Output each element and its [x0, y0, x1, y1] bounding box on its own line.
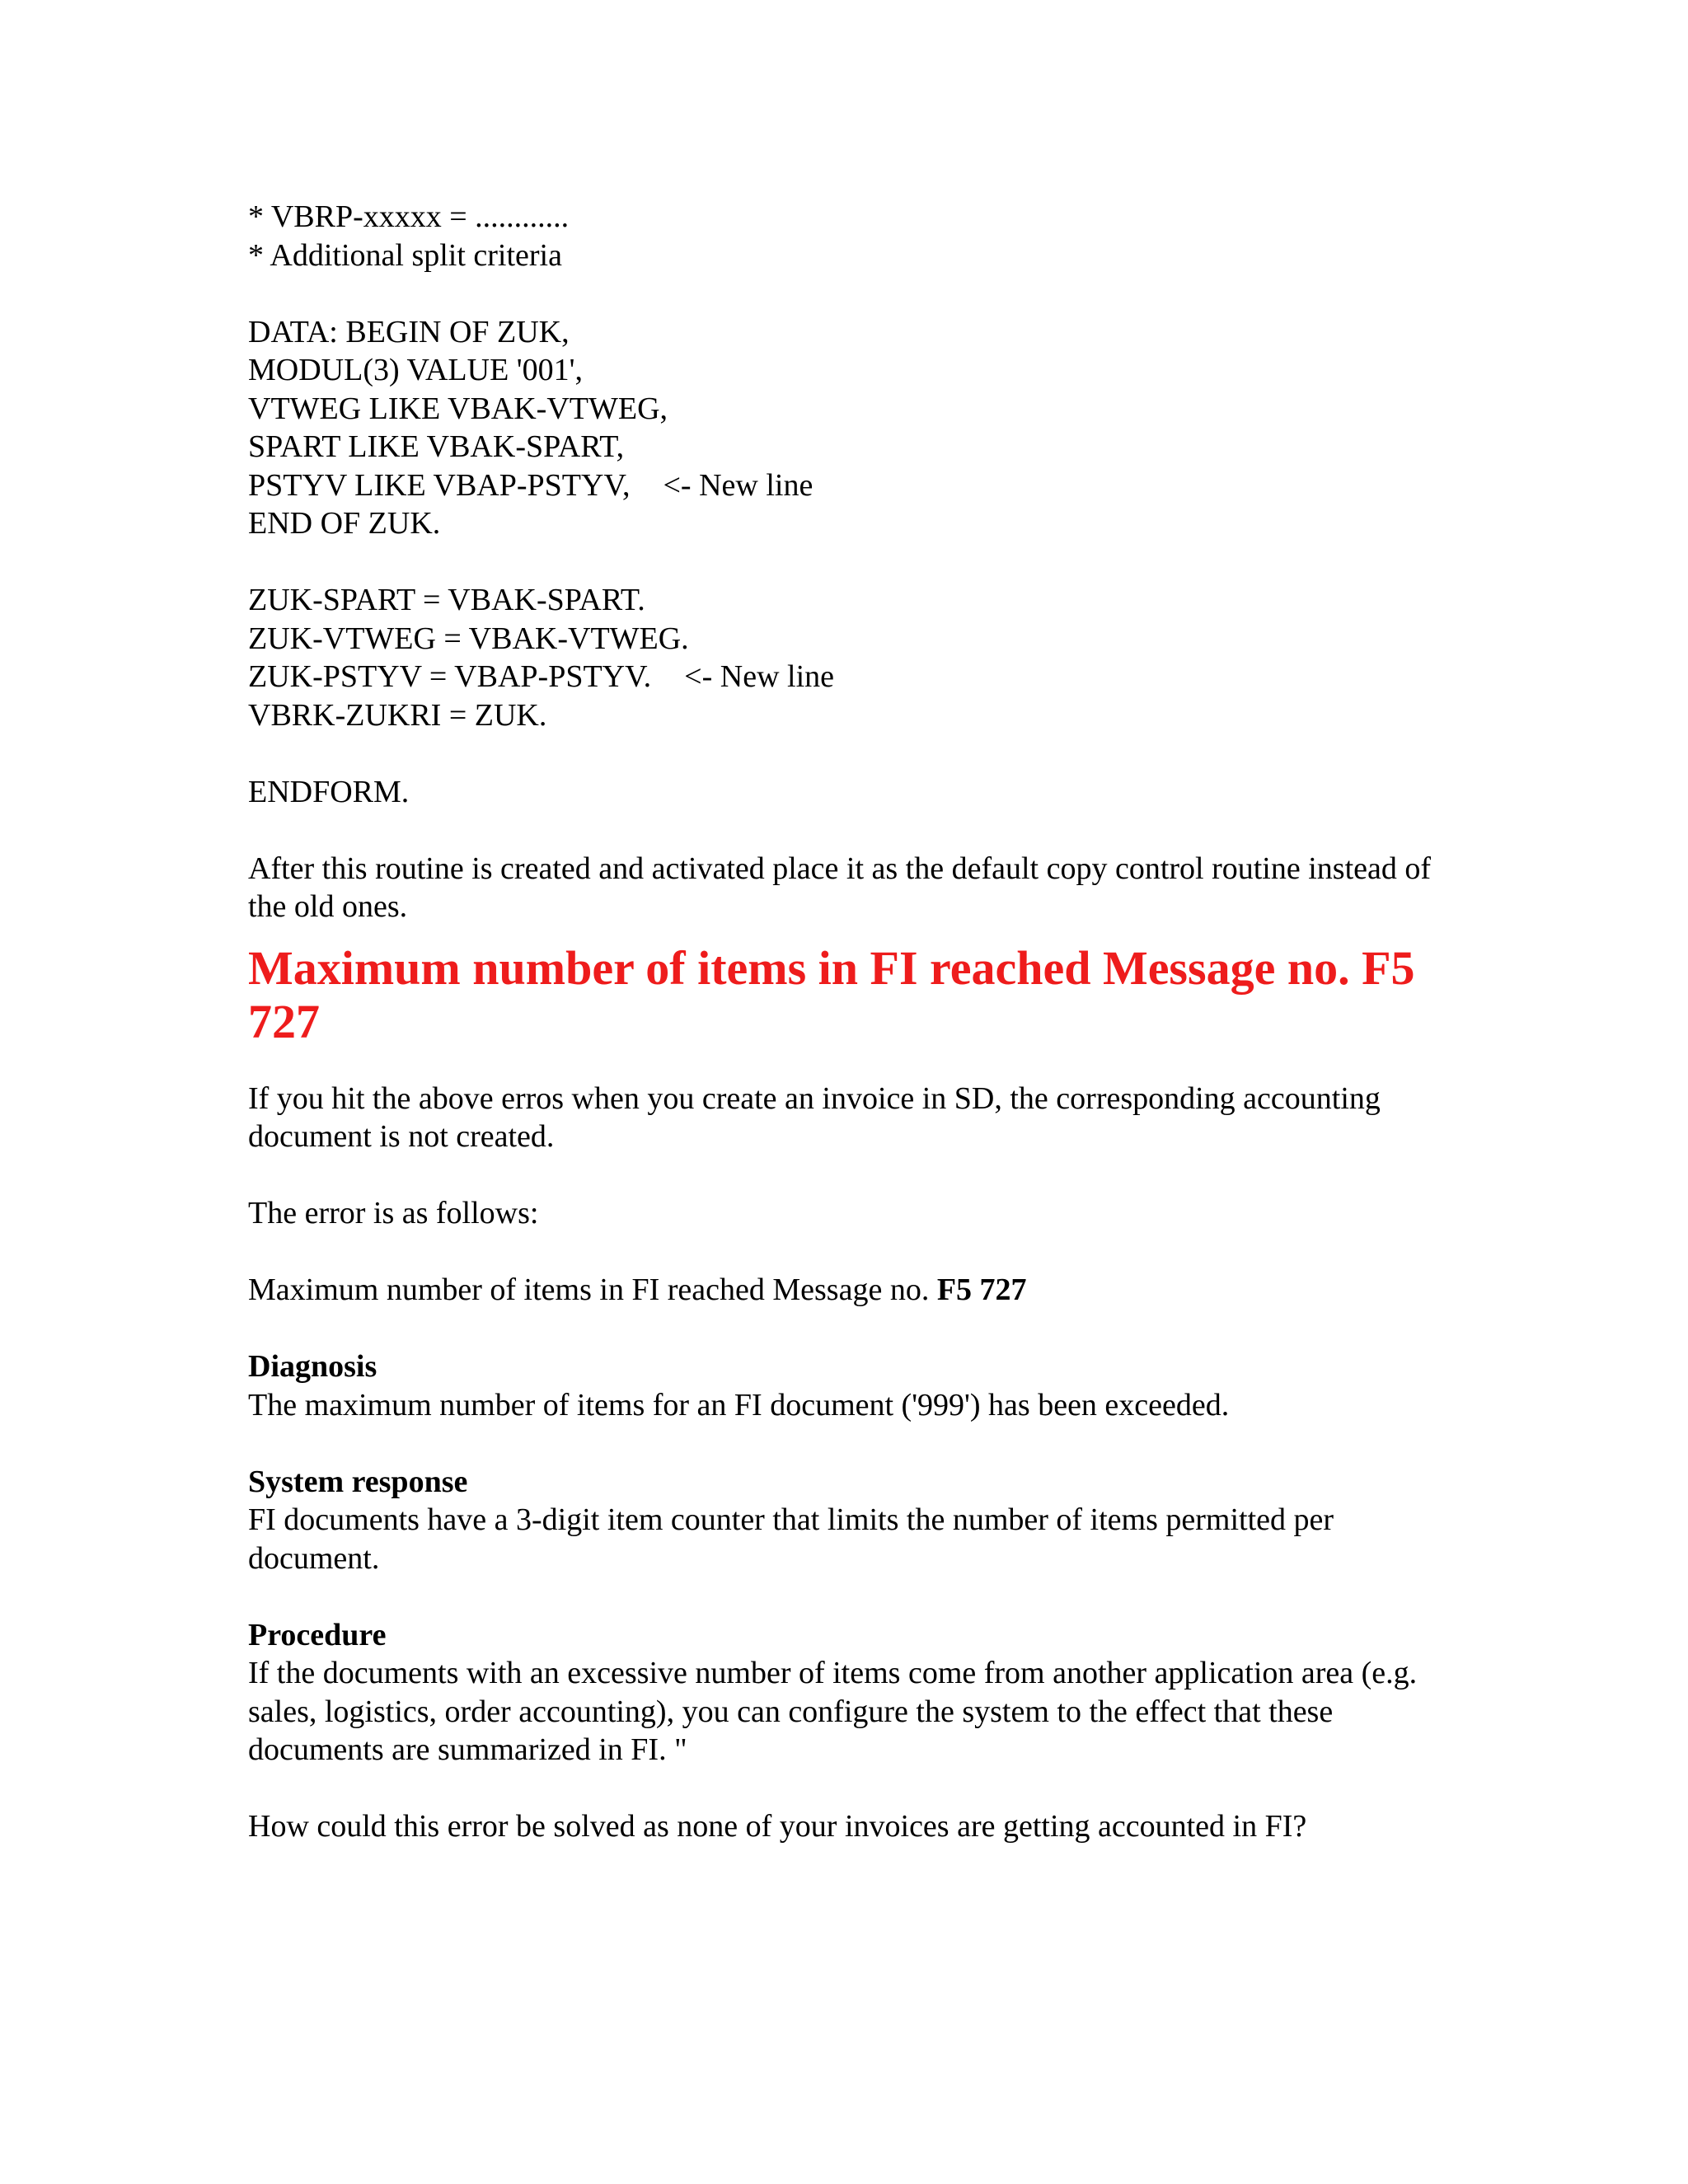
- code-text: PSTYV LIKE VBAP-PSTYV,: [248, 467, 631, 503]
- error-intro: The error is as follows:: [248, 1196, 539, 1230]
- code-note: <- New line: [684, 659, 834, 694]
- code-line: [248, 658, 1451, 696]
- document-content: [248, 198, 1451, 1846]
- code-line: [248, 466, 1451, 505]
- diagnosis-text: The maximum number of items for an FI document ('999') has been exceeded.: [248, 1387, 1230, 1422]
- code-line: END OF ZUK.: [248, 506, 441, 541]
- code-comment: * VBRP-xxxxx = ............: [248, 199, 570, 234]
- code-note: <- New line: [663, 467, 814, 503]
- after-text: After this routine is created and activated place it as the default copy control routine instead of the old ones.: [248, 851, 1432, 924]
- section-heading: Maximum number of items in FI reached Message no. F5 727: [248, 940, 1415, 1048]
- diagnosis-label: Diagnosis: [248, 1349, 377, 1384]
- code-line: VTWEG LIKE VBAK-VTWEG,: [248, 391, 668, 426]
- system-response-text: FI documents have a 3-digit item counter that limits the number of items permitted per document.: [248, 1502, 1334, 1576]
- error-code: F5 727: [936, 1272, 1027, 1307]
- code-line: MODUL(3) VALUE '001',: [248, 353, 583, 387]
- intro-text: If you hit the above erros when you create an invoice in SD, the corresponding accounting document is not created.: [248, 1080, 1381, 1154]
- code-comment: * Additional split criteria: [248, 237, 562, 273]
- question-text: How could this error be solved as none of your invoices are getting accounted in FI?: [248, 1809, 1307, 1844]
- error-line: [248, 1271, 1451, 1310]
- code-line: DATA: BEGIN OF ZUK,: [248, 314, 570, 349]
- system-response-label: System response: [248, 1464, 468, 1499]
- error-text: Maximum number of items in FI reached Message no.: [248, 1272, 937, 1307]
- code-text: ZUK-PSTYV = VBAP-PSTYV.: [248, 659, 652, 694]
- code-line: SPART LIKE VBAK-SPART,: [248, 429, 625, 464]
- code-line: ZUK-VTWEG = VBAK-VTWEG.: [248, 621, 689, 656]
- code-line: ENDFORM.: [248, 774, 410, 809]
- code-line: ZUK-SPART = VBAK-SPART.: [248, 583, 645, 617]
- procedure-label: Procedure: [248, 1617, 387, 1652]
- procedure-text: If the documents with an excessive number of items come from another application area (e.g. sales, logistics, order accounting), you can configure the system to the effect that these documents are summarized in FI. ": [248, 1656, 1418, 1767]
- code-line: VBRK-ZUKRI = ZUK.: [248, 697, 547, 733]
